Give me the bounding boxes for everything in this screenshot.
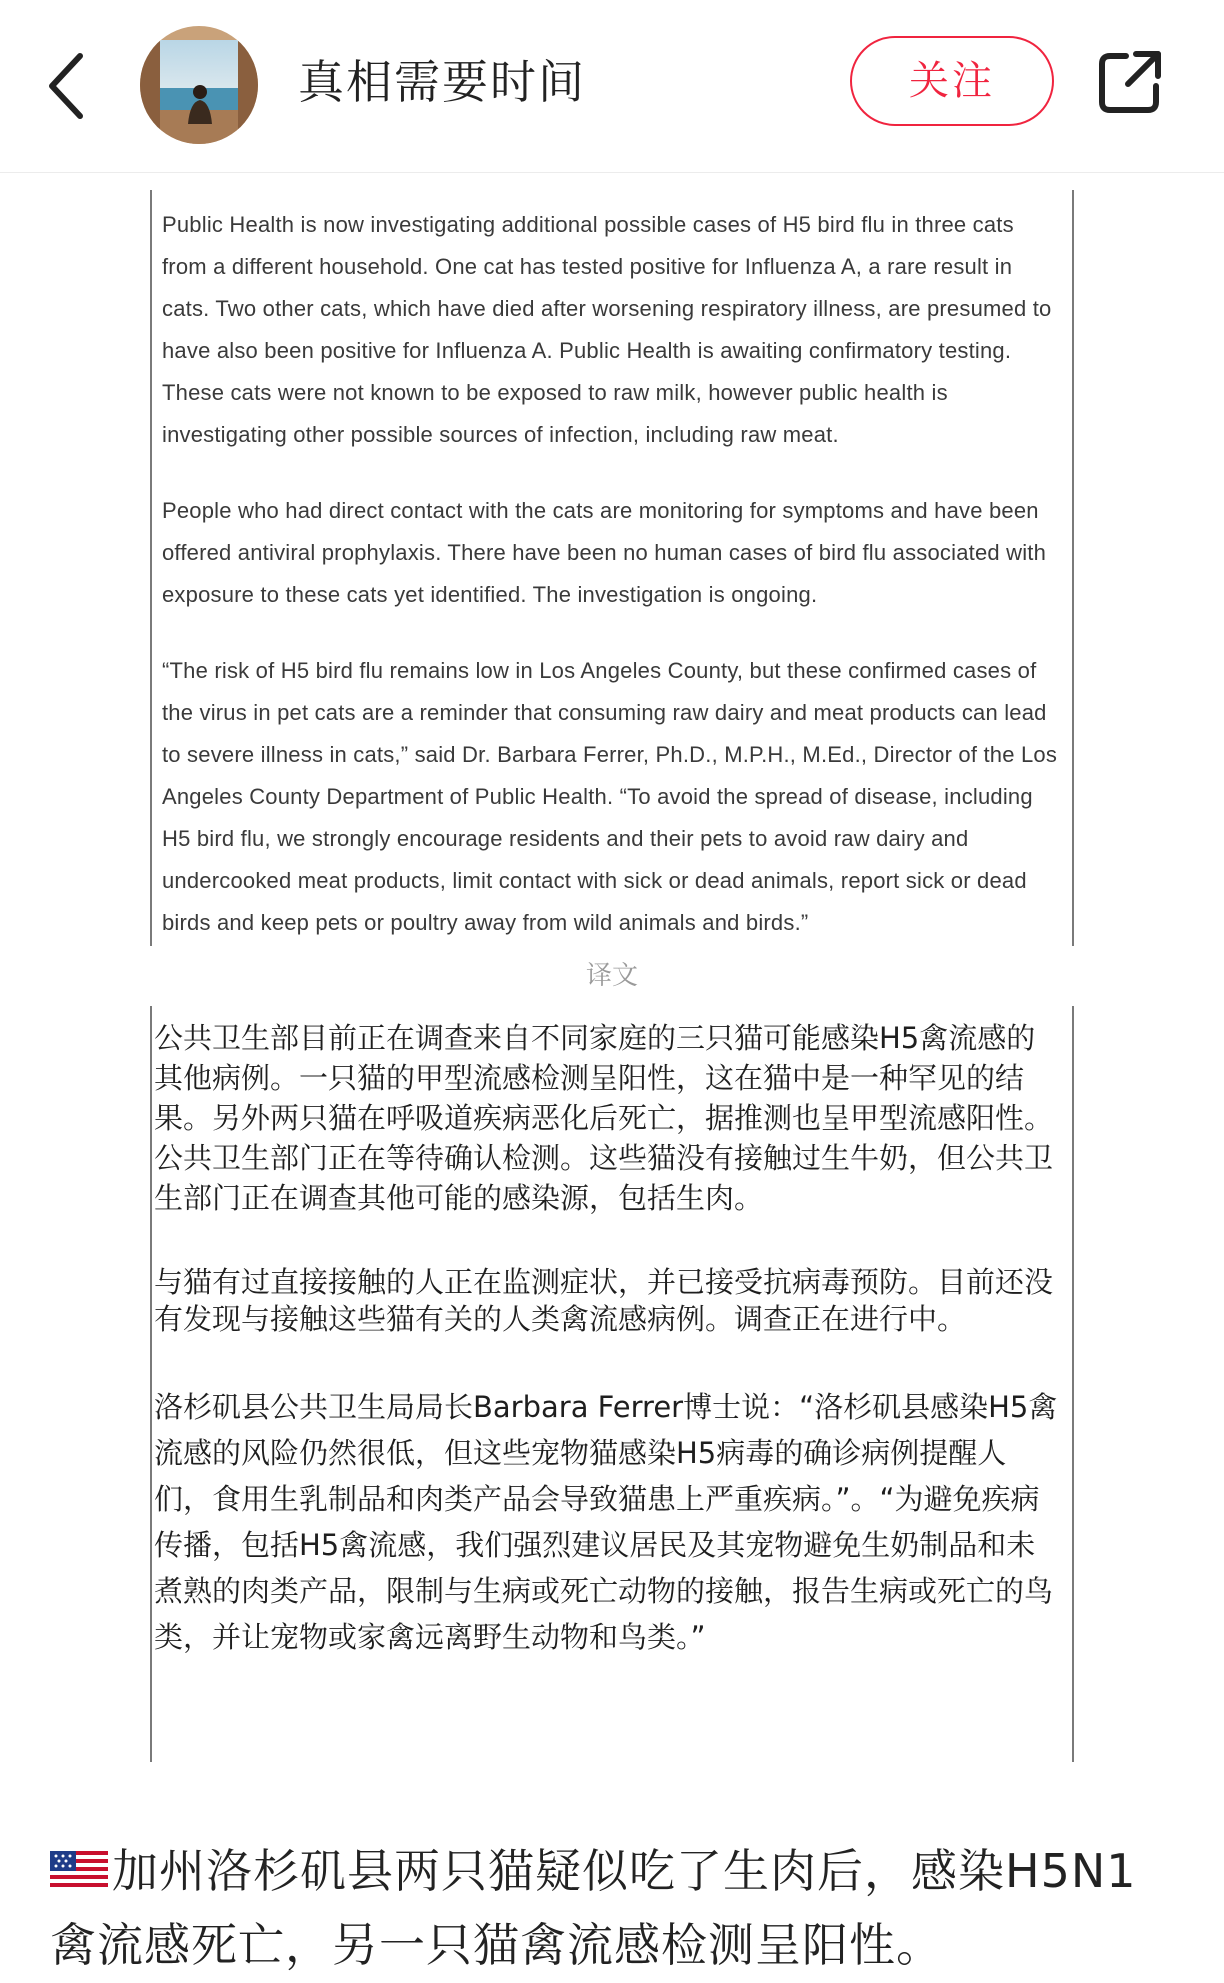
english-paragraph-3: “The risk of H5 bird flu remains low in Los Angeles County, but these confirmed cases of the virus in pet cats are a reminder that consuming raw dairy and meat products can lead to severe illness in cats,” said Dr. Barbara Ferrer, Ph.D., M.P.H., M.Ed., Director of the Los Angeles County Department of Public Health. “To avoid the spread of disease, including H5 bird flu, we strongly encourage residents and their pets to avoid raw dairy and undercooked meat products, limit contact with sick or dead animals, report sick or dead birds and keep pets or poultry away from wild animals and birds.” bbox=[162, 658, 1058, 935]
share-button[interactable] bbox=[1094, 46, 1166, 118]
chinese-article-image[interactable] bbox=[150, 1006, 1074, 1762]
back-button[interactable] bbox=[40, 46, 100, 126]
translation-label: 译文 bbox=[585, 961, 638, 991]
english-article-image[interactable] bbox=[150, 190, 1074, 946]
us-flag-icon bbox=[50, 1851, 108, 1891]
english-paragraph-2: People who had direct contact with the cats are monitoring for symptoms and have been offered antiviral prophylaxis. There have been no human cases of bird flu associated with exposure to these cats yet identified. The investigation is ongoing. bbox=[162, 498, 1047, 607]
follow-button[interactable]: 关注 bbox=[850, 36, 1054, 126]
share-external-icon bbox=[1094, 46, 1166, 118]
chinese-paragraph-1: 公共卫生部目前正在调查来自不同家庭的三只猫可能感染H5禽流感的其他病例。一只猫的甲型流感检测呈阳性，这在猫中是一种罕见的结果。另外两只猫在呼吸道疾病恶化后死亡，据推测也呈甲型流感阳性。公共卫生部门正在等待确认检测。这些猫没有接触过生牛奶，但公共卫生部门正在调查其他可能的感染源，包括生肉。 bbox=[154, 1021, 1054, 1215]
chinese-paragraph-3: 洛杉矶县公共卫生局局长Barbara Ferrer博士说：“洛杉矶县感染H5禽流感的风险仍然很低，但这些宠物猫感染H5病毒的确诊病例提醒人们，食用生乳制品和肉类产品会导致猫患上严重疾病。”。“为避免疾病传播，包括H5禽流感，我们强烈建议居民及其宠物避免生奶制品和未煮熟的肉类产品，限制与生病或死亡动物的接触，报告生病或死亡的鸟类，并让宠物或家禽远离野生动物和鸟类。” bbox=[154, 1390, 1058, 1654]
post-caption bbox=[50, 1834, 1174, 1982]
chinese-paragraph-2: 与猫有过直接接触的人正在监测症状，并已接受抗病毒预防。目前还没有发现与接触这些猫有关的人类禽流感病例。调查正在进行中。 bbox=[154, 1265, 1054, 1336]
author-avatar[interactable] bbox=[140, 26, 258, 144]
caption-text: 加州洛杉矶县两只猫疑似吃了生肉后，感染H5N1禽流感死亡，另一只猫禽流感检测呈阳性。 bbox=[50, 1844, 1137, 1972]
english-paragraph-1: Public Health is now investigating additional possible cases of H5 bird flu in three cats from a different household. One cat has tested positive for Influenza A, a rare result in cats. Two other cats, which have died after worsening respiratory illness, are presumed to have also been positive for Influenza A. Public Health is awaiting confirmatory testing. These cats were not known to be exposed to raw milk, however public health is investigating other possible sources of infection, including raw meat. bbox=[162, 212, 1052, 447]
top-bar bbox=[0, 0, 1224, 173]
author-name[interactable]: 真相需要时间 bbox=[298, 55, 586, 109]
chevron-left-icon bbox=[40, 46, 100, 126]
